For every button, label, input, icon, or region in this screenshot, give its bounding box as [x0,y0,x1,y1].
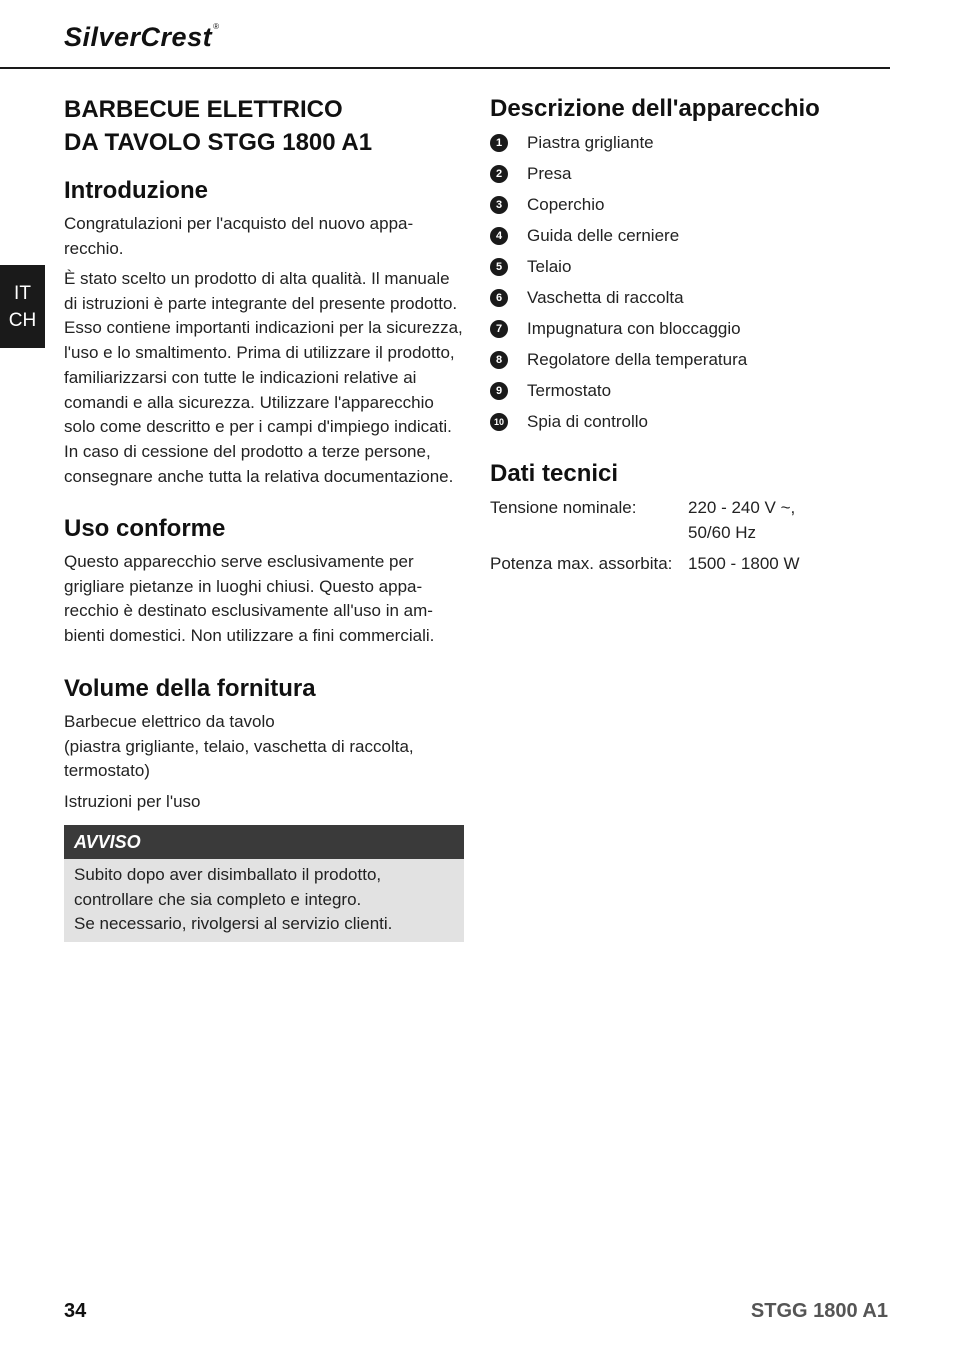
notice-line: Subito dopo aver disimballato il prodotto, [74,865,382,884]
part-number-badge: 1 [490,134,508,152]
use-line: bienti domestici. Non utilizzare a fini commerciali. [64,626,435,646]
supply-manual: Istruzioni per l'uso [64,792,201,811]
spec-label-power: Potenza max. assorbita: [490,554,673,573]
intro-heading: Introduzione [64,177,208,204]
supply-heading: Volume della fornitura [64,675,316,702]
part-number-badge: 8 [490,351,508,369]
part-number-badge: 5 [490,258,508,276]
intro-p2-line: consegnare anche tutta la relativa documentazione. [64,466,454,486]
part-label: Piastra grigliante [527,133,654,152]
spec-value-voltage-line1: 220 - 240 V ~, [688,498,796,517]
part-label: Coperchio [527,195,605,214]
part-label: Termostato [527,381,612,400]
part-label: Telaio [527,257,572,276]
product-title-line2: DA TAVOLO STGG 1800 A1 [64,129,373,156]
part-number-badge: 7 [490,320,508,338]
notice-title: AVVISO [64,825,464,859]
notice-line: Se necessario, rivolgersi al servizio clienti. [74,914,393,934]
page-number: 34 [64,1300,87,1322]
spec-value-voltage-line2: 50/60 Hz [688,523,757,542]
spec-label-voltage: Tensione nominale: [490,498,637,517]
part-label: Presa [527,164,572,183]
supply-line: (piastra grigliante, telaio, vaschetta di raccolta, [64,736,414,756]
brand-logo [64,22,220,53]
use-line: recchio è destinato esclusivamente all'uso in am- [64,601,433,621]
part-number-badge: 10 [490,413,508,431]
notice-line: controllare che sia completo e integro. [74,889,362,909]
part-number-badge: 2 [490,165,508,183]
registered-mark: ® [213,22,220,31]
part-label: Guida delle cerniere [527,226,680,245]
notice-body [64,859,464,942]
spec-value-power: 1500 - 1800 W [688,554,800,573]
supply-line: Barbecue elettrico da tavolo [64,712,275,731]
intro-p2-line: È stato scelto un prodotto di alta qualità. Il manuale [64,269,450,288]
intro-p1-line1: Congratulazioni per l'acquisto del nuovo appa- [64,214,414,233]
intro-paragraph-2 [64,267,464,489]
part-label: Impugnatura con bloccaggio [527,319,741,338]
intro-p2-line: familiarizzarsi con tutte le indicazioni relative ai [64,367,417,387]
intro-p2-line: di istruzioni è parte integrante del presente prodotto. [64,293,458,313]
part-number-badge: 3 [490,196,508,214]
part-label: Spia di controllo [527,412,648,431]
intro-p1-line2: recchio. [64,238,124,258]
intro-p2-line: Esso contiene importanti indicazioni per la sicurezza, [64,318,463,338]
intro-p2-line: solo come descritto e per i campi d'impiego indicati. [64,417,452,437]
use-paragraph [64,550,464,649]
part-number-badge: 9 [490,382,508,400]
description-heading: Descrizione dell'apparecchio [490,95,820,122]
use-line: Questo apparecchio serve esclusivamente per [64,552,414,571]
part-label: Regolatore della temperatura [527,350,748,369]
use-heading: Uso conforme [64,515,226,542]
language-tab [0,265,45,348]
use-line: grigliare pietanze in luoghi chiusi. Questo appa- [64,576,423,596]
intro-p2-line: In caso di cessione del prodotto a terze persone, [64,441,431,461]
header-rule [0,67,890,69]
product-title [64,93,464,159]
part-label: Vaschetta di raccolta [527,288,684,307]
supply-paragraph [64,710,464,784]
language-code-ch: CH [8,310,37,331]
supply-line: termostato) [64,761,150,781]
language-code-it: IT [14,283,31,304]
tech-data-heading: Dati tecnici [490,460,619,487]
intro-paragraph-1 [64,212,464,261]
part-number-badge: 6 [490,289,508,307]
brand-name: SilverCrest [64,22,213,52]
intro-p2-line: l'uso e lo smaltimento. Prima di utilizzare il prodotto, [64,343,455,363]
footer-model: STGG 1800 A1 [750,1300,888,1322]
part-number-badge: 4 [490,227,508,245]
product-title-line1: BARBECUE ELETTRICO [64,96,343,123]
intro-p2-line: comandi e alla sicurezza. Utilizzare l'apparecchio [64,392,434,412]
